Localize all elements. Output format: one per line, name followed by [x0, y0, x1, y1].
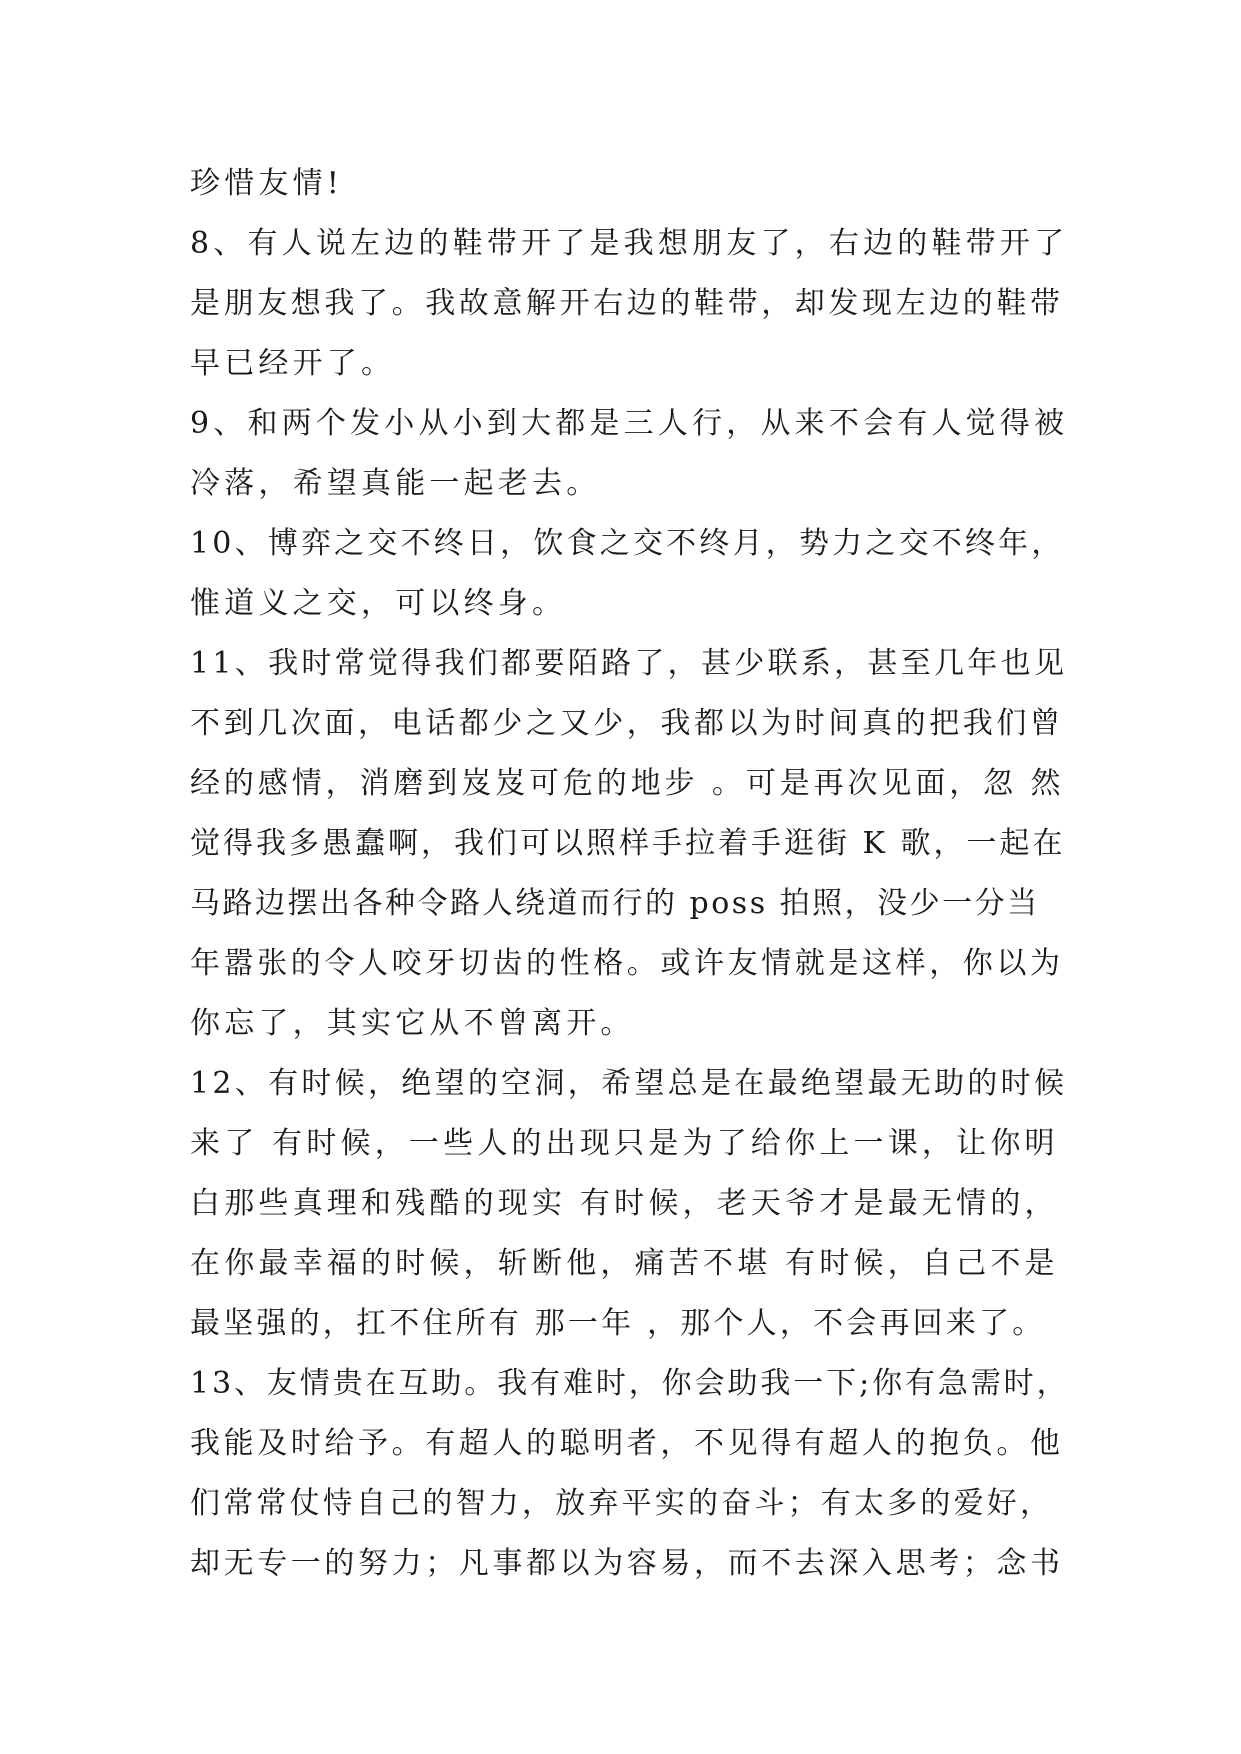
text-line: 你忘了，其实它从不曾离开。 — [190, 1006, 635, 1041]
text-line: 们常常仗恃自己的智力，放弃平实的奋斗；有太多的爱好， — [190, 1486, 1054, 1521]
text-line: 10、博弈之交不终日，饮食之交不终月，势力之交不终年， — [190, 526, 1065, 561]
text-line: 年嚣张的令人咬牙切齿的性格。或许友情就是这样，你以为 — [190, 946, 1064, 981]
text-line: 早已经开了。 — [190, 346, 396, 381]
body-text — [190, 154, 1070, 1594]
text-line: 白那些真理和残酷的现实 有时候，老天爷才是最无情的， — [190, 1186, 1059, 1221]
text-line: 最坚强的，扛不住所有 那一年 ，那个人，不会再回来了。 — [190, 1306, 1046, 1341]
text-line: 12、有时候，绝望的空洞，希望总是在最绝望最无助的时候 — [190, 1066, 1068, 1101]
text-line: 11、我时常觉得我们都要陌路了，甚少联系，甚至几年也见 — [190, 646, 1068, 681]
text-line: 9、和两个发小从小到大都是三人行，从来不会有人觉得被 — [190, 406, 1069, 441]
text-line: 13、友情贵在互助。我有难时，你会助我一下;你有急需时， — [190, 1366, 1070, 1401]
text-line: 是朋友想我了。我故意解开右边的鞋带，却发现左边的鞋带 — [190, 286, 1064, 321]
text-line: 觉得我多愚蠢啊，我们可以照样手拉着手逛街 K 歌，一起在 — [190, 826, 1066, 861]
text-line: 我能及时给予。有超人的聪明者，不见得有超人的抱负。他 — [190, 1426, 1064, 1461]
text-line: 珍惜友情! — [190, 166, 344, 201]
text-line: 惟道义之交，可以终身。 — [190, 586, 567, 621]
text-line: 马路边摆出各种令路人绕道而行的 poss 拍照，没少一分当 — [190, 886, 1040, 921]
text-line: 来了 有时候，一些人的出现只是为了给你上一课，让你明 — [190, 1126, 1059, 1161]
text-line: 8、有人说左边的鞋带开了是我想朋友了，右边的鞋带开了 — [190, 226, 1069, 261]
text-line: 冷落，希望真能一起老去。 — [190, 466, 601, 501]
text-line: 经的感情，消磨到岌岌可危的地步 。可是再次见面，忽 然 — [190, 766, 1065, 801]
text-line: 在你最幸福的时候，斩断他，痛苦不堪 有时候，自己不是 — [190, 1246, 1059, 1281]
text-line: 却无专一的努力；凡事都以为容易，而不去深入思考；念书 — [190, 1546, 1064, 1581]
text-line: 不到几次面，电话都少之又少，我都以为时间真的把我们曾 — [190, 706, 1064, 741]
